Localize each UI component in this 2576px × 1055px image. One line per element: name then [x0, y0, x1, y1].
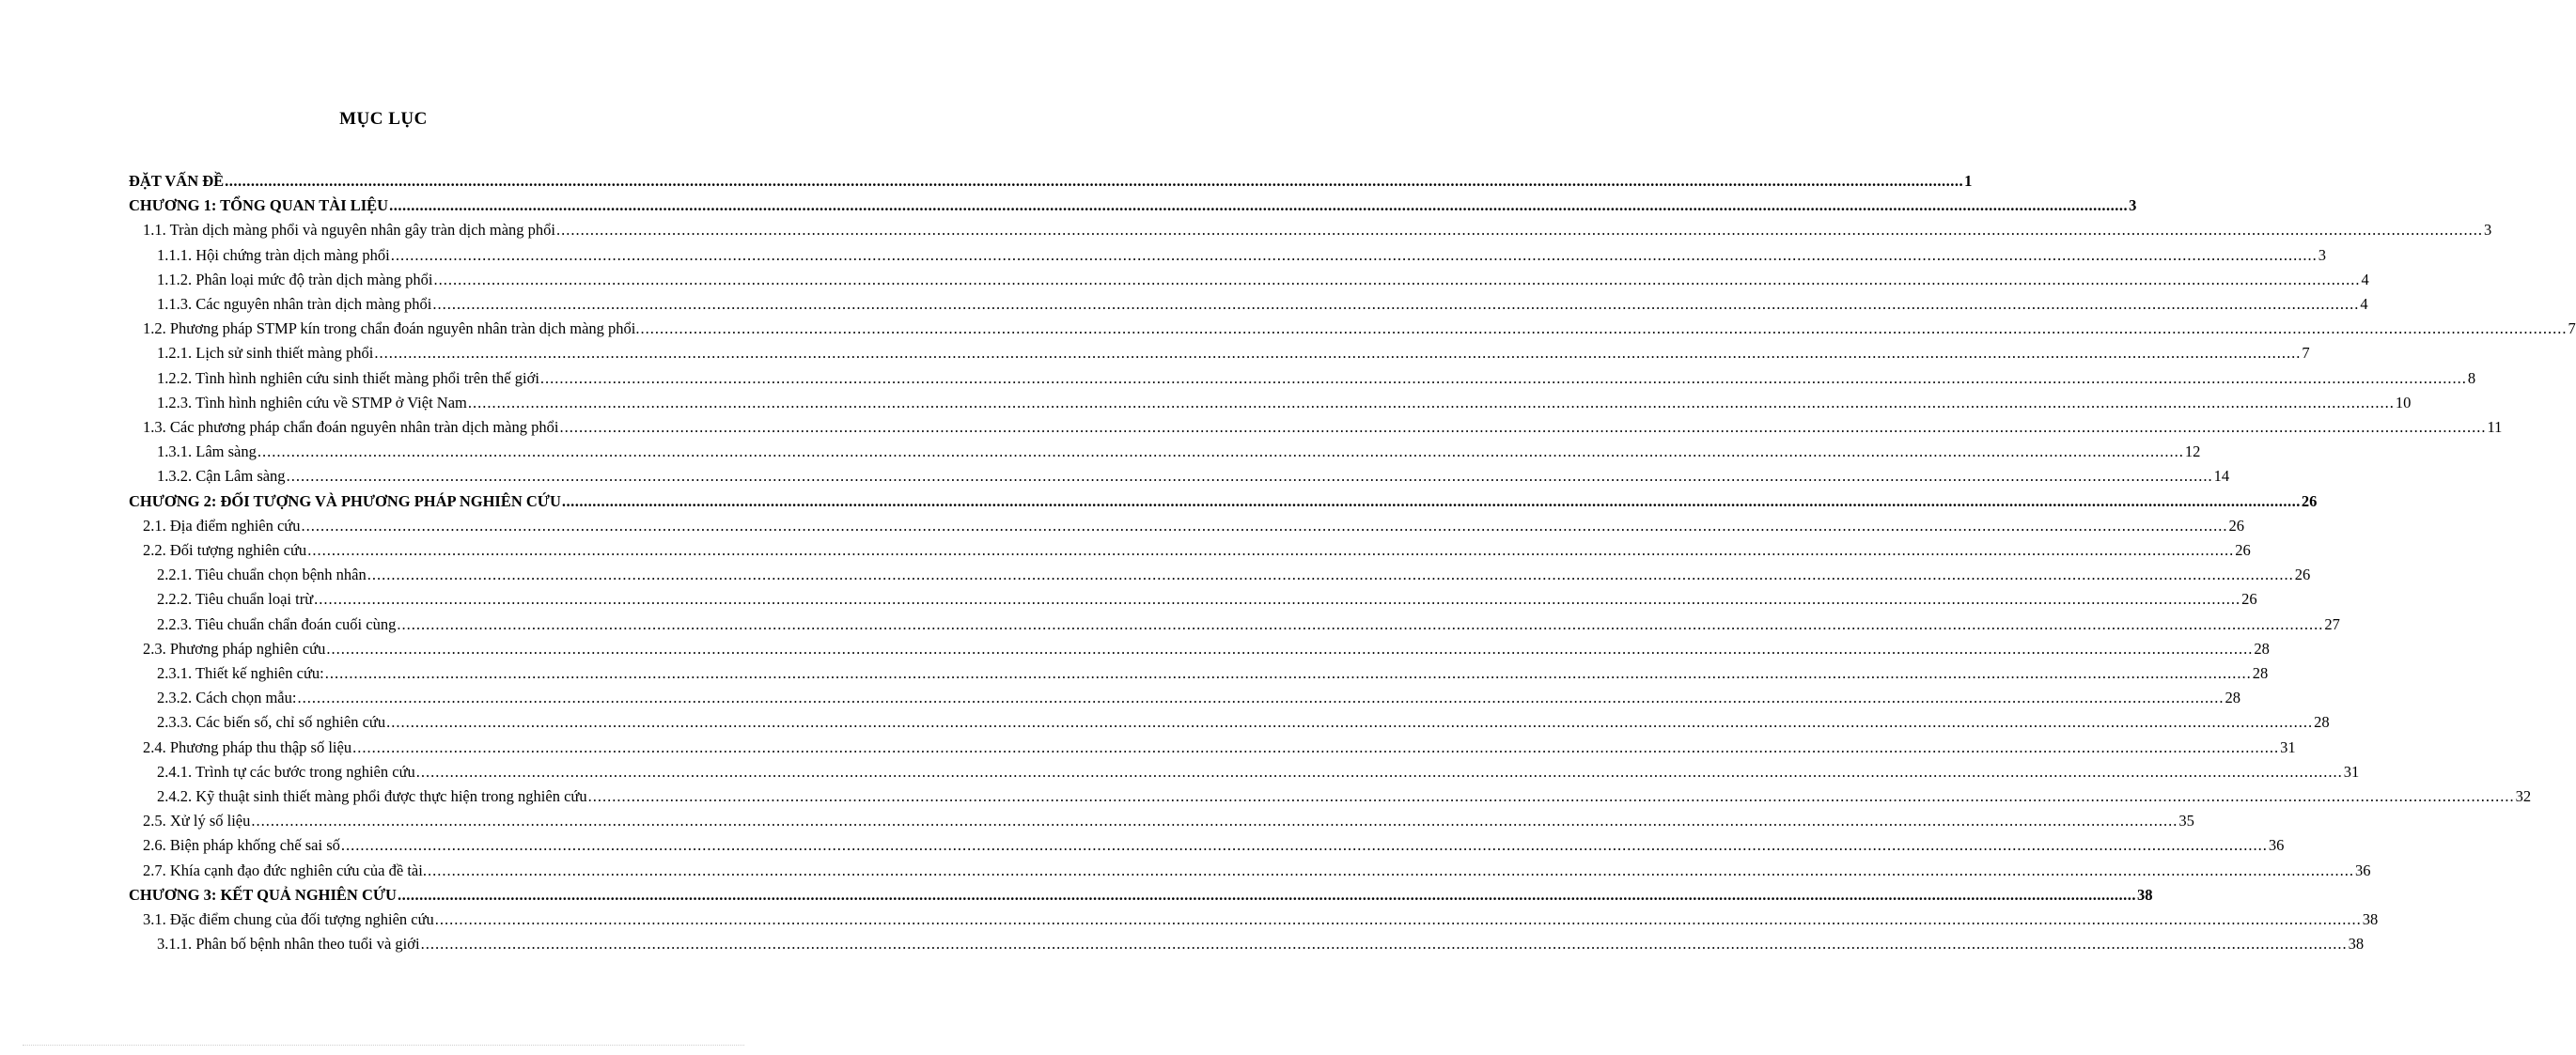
toc-entry-page: 1 [1964, 172, 1973, 190]
toc-entry[interactable] [143, 855, 2371, 880]
toc-entry-page: 35 [2178, 812, 2194, 830]
toc-leader-dots: ................................................................................................................................................................................................................................................................................................................................................................................................................ [301, 516, 2228, 535]
toc-entry-page: 31 [2343, 762, 2360, 781]
toc-entry-page: 26 [2294, 566, 2311, 584]
toc-leader-dots: ................................................................................................................................................................................................................................................................................................................................................................................................................ [326, 639, 2254, 658]
toc-entry-page: 7 [2568, 319, 2576, 338]
toc-entry[interactable] [157, 756, 2360, 782]
toc-entry[interactable] [157, 583, 2257, 609]
toc-leader-dots: ................................................................................................................................................................................................................................................................................................................................................................................................................ [561, 491, 2301, 510]
toc-leader-dots: ................................................................................................................................................................................................................................................................................................................................................................................................................ [467, 393, 2395, 411]
toc-entry-label: 1.1.2. Phân loại mức độ tràn dịch màng phổi [157, 270, 433, 288]
toc-entry[interactable] [157, 387, 2412, 412]
toc-entry[interactable] [143, 510, 2244, 535]
toc-entry-page: 26 [2301, 491, 2318, 510]
toc-leader-dots: ................................................................................................................................................................................................................................................................................................................................................................................................................ [640, 319, 2568, 338]
toc-entry-page: 3 [2129, 196, 2137, 215]
toc-entry-page: 14 [2213, 467, 2230, 486]
toc-entry-page: 38 [2362, 910, 2379, 928]
toc-entry-page: 36 [2268, 836, 2285, 855]
toc-entry-page: 38 [2136, 885, 2153, 904]
toc-entry-label: 2.2.2. Tiêu chuẩn loại trừ [157, 590, 314, 609]
toc-entry[interactable] [157, 559, 2311, 584]
toc-leader-dots: ................................................................................................................................................................................................................................................................................................................................................................................................................ [434, 910, 2362, 928]
toc-entry-label: CHƯƠNG 2: ĐỐI TƯỢNG VÀ PHƯƠNG PHÁP NGHIÊN CỨU [129, 491, 561, 510]
toc-entry[interactable] [157, 682, 2240, 707]
toc-entry[interactable] [129, 879, 2153, 905]
toc-entry-label: ĐẶT VẤN ĐỀ [129, 172, 225, 190]
toc-entry-label: 2.3.1. Thiết kế nghiên cứu: [157, 664, 324, 682]
toc-entry-label: 2.5. Xử lý số liệu [143, 812, 251, 830]
toc-entry-page: 26 [2241, 590, 2257, 609]
toc-entry[interactable] [143, 830, 2285, 855]
toc-leader-dots: ................................................................................................................................................................................................................................................................................................................................................................................................................ [420, 935, 2348, 954]
toc-leader-dots: ................................................................................................................................................................................................................................................................................................................................................................................................................ [386, 713, 2314, 732]
toc-entry-label: 3.1.1. Phân bố bệnh nhân theo tuổi và giới [157, 935, 420, 954]
toc-entry[interactable] [143, 411, 2503, 437]
toc-entry-page: 11 [2487, 418, 2503, 436]
toc-entry[interactable] [157, 240, 2326, 265]
toc-leader-dots: ................................................................................................................................................................................................................................................................................................................................................................................................................ [340, 836, 2268, 855]
toc-entry[interactable] [143, 732, 2296, 757]
toc-leader-dots: ................................................................................................................................................................................................................................................................................................................................................................................................................ [352, 737, 2280, 756]
toc-entry-label: 3.1. Đặc điểm chung của đối tượng nghiên cứu [143, 910, 434, 928]
toc-entry[interactable] [157, 609, 2340, 634]
toc-entry-page: 26 [2228, 516, 2244, 535]
toc-entry-label: 1.3.1. Lâm sàng [157, 442, 257, 461]
toc-entry[interactable] [157, 706, 2330, 732]
toc-entry[interactable] [157, 928, 2365, 954]
toc-leader-dots: ................................................................................................................................................................................................................................................................................................................................................................................................................ [559, 418, 2487, 436]
toc-entry-label: 1.3. Các phương pháp chẩn đoán nguyên nhân tràn dịch màng phổi [143, 418, 559, 436]
toc-leader-dots: ................................................................................................................................................................................................................................................................................................................................................................................................................ [433, 270, 2361, 288]
page-bottom-divider [23, 1045, 744, 1046]
toc-leader-dots: ................................................................................................................................................................................................................................................................................................................................................................................................................ [556, 221, 2484, 240]
toc-entry[interactable] [157, 288, 2368, 314]
toc-entry[interactable] [143, 805, 2194, 830]
toc-entry-page: 3 [2484, 221, 2492, 240]
toc-leader-dots: ................................................................................................................................................................................................................................................................................................................................................................................................................ [427, 861, 2354, 879]
toc-entry[interactable] [129, 486, 2318, 511]
toc-entry-page: 36 [2354, 861, 2371, 879]
toc-entry-label: 2.4. Phương pháp thu thập số liệu [143, 737, 352, 756]
toc-leader-dots: ................................................................................................................................................................................................................................................................................................................................................................................................................ [374, 344, 2302, 363]
toc-entry-label: 1.2.2. Tình hình nghiên cứu sinh thiết màng phổi trên thế giới [157, 368, 539, 387]
toc-entry-label: 2.6. Biện pháp khống chế sai số [143, 836, 340, 855]
toc-leader-dots: ................................................................................................................................................................................................................................................................................................................................................................................................................ [397, 885, 2136, 904]
toc-leader-dots: ................................................................................................................................................................................................................................................................................................................................................................................................................ [307, 541, 2235, 559]
toc-entry[interactable] [129, 190, 2137, 215]
toc-leader-dots: ................................................................................................................................................................................................................................................................................................................................................................................................................ [539, 368, 2467, 387]
toc-leader-dots: ................................................................................................................................................................................................................................................................................................................................................................................................................ [415, 762, 2343, 781]
toc-leader-dots: ................................................................................................................................................................................................................................................................................................................................................................................................................ [251, 812, 2178, 830]
toc-leader-dots: ................................................................................................................................................................................................................................................................................................................................................................................................................ [314, 590, 2241, 609]
toc-entry[interactable] [157, 460, 2230, 486]
toc-entry[interactable] [157, 658, 2269, 683]
toc-entry[interactable] [143, 313, 2576, 338]
toc-leader-dots: ................................................................................................................................................................................................................................................................................................................................................................................................................ [432, 295, 2360, 313]
toc-leader-dots: ................................................................................................................................................................................................................................................................................................................................................................................................................ [297, 689, 2225, 707]
toc-leader-dots: ................................................................................................................................................................................................................................................................................................................................................................................................................ [225, 172, 1964, 190]
toc-entry-page: 28 [2252, 664, 2269, 682]
toc-entry-page: 32 [2515, 787, 2532, 805]
toc-entry[interactable] [143, 633, 2270, 659]
toc-entry[interactable] [157, 264, 2369, 289]
toc-leader-dots: ................................................................................................................................................................................................................................................................................................................................................................................................................ [390, 245, 2318, 264]
toc-entry-page: 3 [2318, 245, 2326, 264]
toc-entry[interactable] [157, 436, 2201, 461]
toc-entry-label: CHƯƠNG 3: KẾT QUẢ NGHIÊN CỨU [129, 885, 397, 904]
toc-entry[interactable] [143, 214, 2492, 240]
toc-entry[interactable] [143, 904, 2379, 929]
toc-entry-page: 28 [2254, 639, 2270, 658]
toc-entry[interactable] [129, 165, 1973, 191]
toc-entry-page: 4 [2360, 295, 2368, 313]
toc-entry-label: 1.2.3. Tình hình nghiên cứu về STMP ở Việt Nam [157, 393, 467, 411]
toc-leader-dots: ................................................................................................................................................................................................................................................................................................................................................................................................................ [286, 467, 2213, 486]
toc-entry[interactable] [157, 337, 2310, 363]
toc-entry-page: 12 [2184, 442, 2201, 461]
toc-entry[interactable] [143, 535, 2251, 560]
toc-entry-label: CHƯƠNG 1: TỔNG QUAN TÀI LIỆU [129, 196, 389, 215]
toc-entry-label: 2.7. Khía cạnh đạo đức nghiên cứu của đề tài. [143, 861, 427, 879]
toc-entry[interactable] [157, 781, 2532, 806]
toc-entry-page: 31 [2280, 737, 2296, 756]
toc-entry-page: 27 [2324, 614, 2340, 633]
toc-leader-dots: ................................................................................................................................................................................................................................................................................................................................................................................................................ [367, 566, 2294, 584]
toc-entry-label: 2.4.2. Kỹ thuật sinh thiết màng phổi được thực hiện trong nghiên cứu [157, 787, 587, 805]
toc-entry-label: 1.2. Phương pháp STMP kín trong chẩn đoán nguyên nhân tràn dịch màng phổi. [143, 319, 640, 338]
toc-entry-page: 10 [2395, 393, 2412, 411]
toc-entry-label: 1.1.3. Các nguyên nhân tràn dịch màng phổi [157, 295, 432, 313]
toc-entry-label: 1.3.2. Cận Lâm sàng [157, 467, 286, 486]
toc-entry-label: 1.1.1. Hội chứng tràn dịch màng phổi [157, 245, 390, 264]
toc-entry-label: 2.4.1. Trình tự các bước trong nghiên cứu [157, 762, 415, 781]
toc-leader-dots: ................................................................................................................................................................................................................................................................................................................................................................................................................ [257, 442, 2184, 461]
toc-leader-dots: ................................................................................................................................................................................................................................................................................................................................................................................................................ [389, 196, 2129, 215]
toc-entry-page: 38 [2348, 935, 2365, 954]
toc-entry-label: 1.1. Tràn dịch màng phổi và nguyên nhân gây tràn dịch màng phổi [143, 221, 556, 240]
page-title: MỤC LỤC [339, 109, 428, 129]
toc-entry-label: 2.2.1. Tiêu chuẩn chọn bệnh nhân [157, 566, 367, 584]
toc-entry-label: 2.2. Đối tượng nghiên cứu [143, 541, 307, 559]
toc-leader-dots: ................................................................................................................................................................................................................................................................................................................................................................................................................ [324, 664, 2252, 682]
toc-entry-label: 2.1. Địa điểm nghiên cứu [143, 516, 301, 535]
toc-entry-page: 28 [2314, 713, 2330, 732]
toc-entry-page: 7 [2302, 344, 2310, 363]
toc-entry[interactable] [157, 363, 2476, 388]
toc-entry-label: 2.3.3. Các biến số, chỉ số nghiên cứu [157, 713, 386, 732]
toc-entry-page: 26 [2235, 541, 2251, 559]
toc-entry-label: 2.3. Phương pháp nghiên cứu [143, 639, 326, 658]
toc-leader-dots: ................................................................................................................................................................................................................................................................................................................................................................................................................ [587, 787, 2515, 805]
toc-entry-page: 4 [2361, 270, 2369, 288]
toc-entry-label: 1.2.1. Lịch sử sinh thiết màng phổi [157, 344, 374, 363]
toc-entry-label: 2.2.3. Tiêu chuẩn chẩn đoán cuối cùng [157, 614, 397, 633]
toc-leader-dots: ................................................................................................................................................................................................................................................................................................................................................................................................................ [397, 614, 2324, 633]
toc-entry-label: 2.3.2. Cách chọn mẫu: [157, 689, 297, 707]
toc-entry-page: 8 [2467, 368, 2476, 387]
toc-entry-page: 28 [2225, 689, 2240, 707]
